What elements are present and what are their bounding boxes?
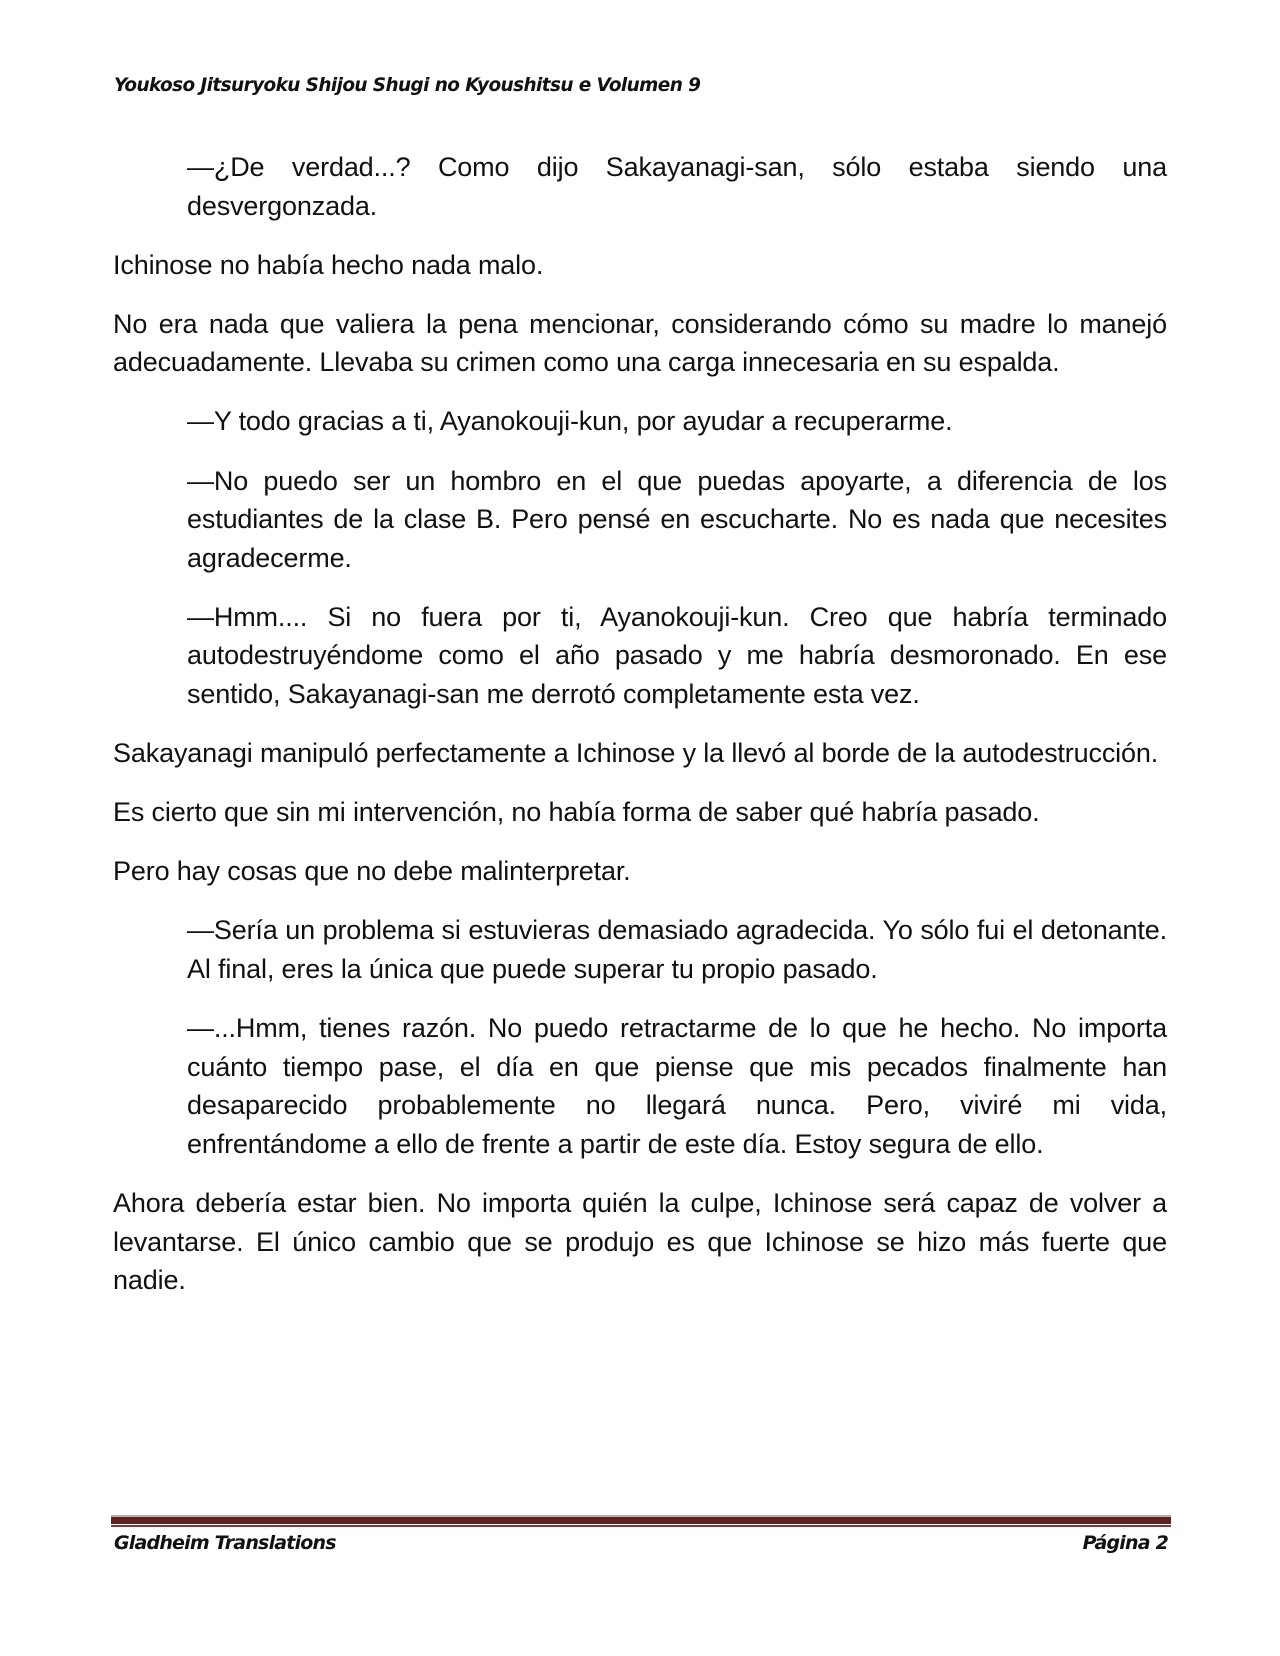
narration-paragraph: No era nada que valiera la pena mencionar, considerando cómo su madre lo manejó adecuadamente. Llevaba su crimen como una carga innecesaria en su espalda. <box>113 308 1167 378</box>
dialogue-paragraph: —Y todo gracias a ti, Ayanokouji-kun, por ayudar a recuperarme. <box>187 406 953 437</box>
running-header: Youkoso Jitsuryoku Shijou Shugi no Kyoushitsu e Volumen 9 <box>114 74 701 96</box>
footer-divider-thick-line <box>111 1517 1171 1524</box>
narration-paragraph: Es cierto que sin mi intervención, no había forma de saber qué habría pasado. <box>113 797 1040 828</box>
narration-paragraph: Pero hay cosas que no debe malinterpretar. <box>113 856 631 887</box>
dialogue-paragraph: —¿De verdad...? Como dijo Sakayanagi-san, sólo estaba siendo una desvergonzada. <box>187 152 1167 221</box>
dialogue-paragraph: —...Hmm, tienes razón. No puedo retractarme de lo que he hecho. No importa cuánto tiempo pase, el día en que piense que mis pecados finalmente han desaparecido probablemente no llegará nunca. Pero, viviré mi vida, enfrentándome a ello de frente a partir de este día. Estoy segura de ello. <box>187 1013 1167 1159</box>
dialogue-paragraph: —Sería un problema si estuvieras demasiado agradecida. Yo sólo fui el detonante. Al final, eres la única que puede superar tu propio pasado. <box>187 915 1167 984</box>
narration-paragraph: Ahora debería estar bien. No importa quién la culpe, Ichinose será capaz de volver a levantarse. El único cambio que se produjo es que Ichinose se hizo más fuerte que nadie. <box>113 1187 1167 1296</box>
page-body <box>113 148 1167 1320</box>
narration-paragraph: Sakayanagi manipuló perfectamente a Ichinose y la llevó al borde de la autodestrucción. <box>113 738 1159 769</box>
dialogue-paragraph: —Hmm.... Si no fuera por ti, Ayanokouji-kun. Creo que habría terminado autodestruyéndome como el año pasado y me habría desmoronado. En ese sentido, Sakayanagi-san me derrotó completamente esta vez. <box>187 601 1167 710</box>
footer-divider <box>111 1515 1171 1527</box>
narration-paragraph: Ichinose no había hecho nada malo. <box>113 249 544 280</box>
footer-publisher: Gladheim Translations <box>114 1532 336 1554</box>
footer-page-number: Página 2 <box>1082 1532 1168 1554</box>
footer-divider-bottom-line <box>111 1525 1171 1527</box>
dialogue-paragraph: —No puedo ser un hombro en el que puedas apoyarte, a diferencia de los estudiantes de la clase B. Pero pensé en escucharte. No es nada que necesites agradecerme. <box>187 465 1167 573</box>
